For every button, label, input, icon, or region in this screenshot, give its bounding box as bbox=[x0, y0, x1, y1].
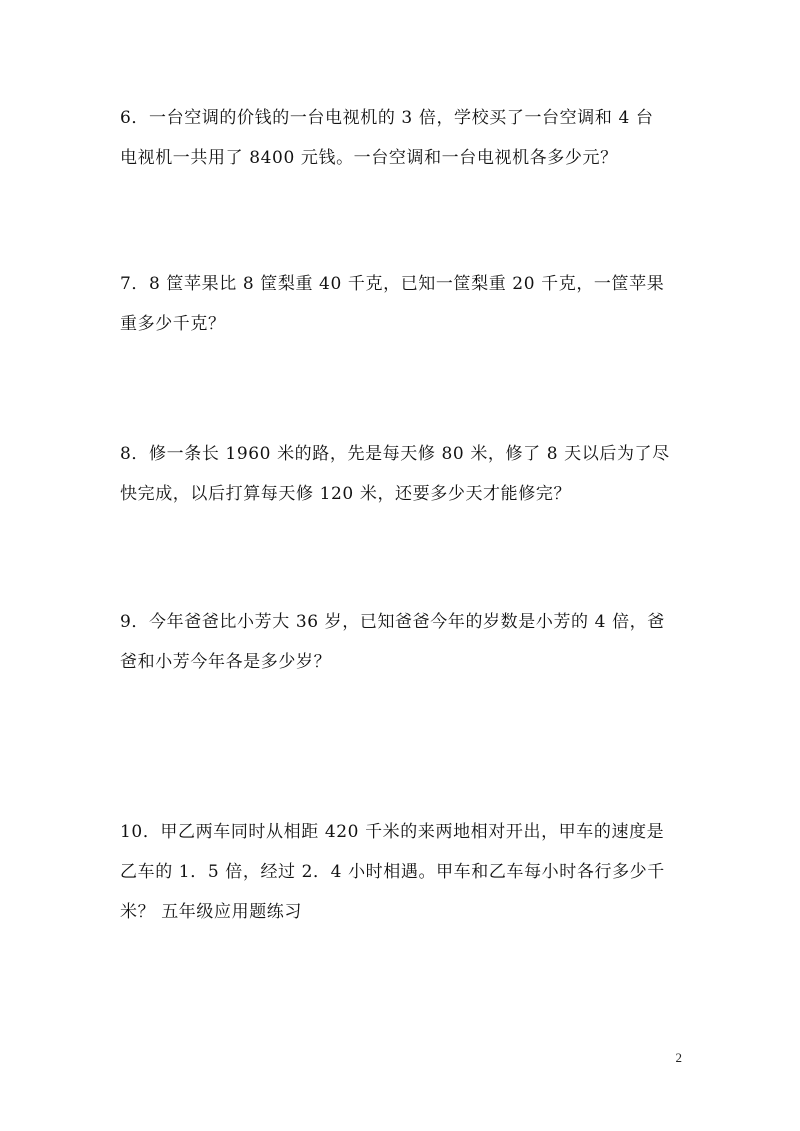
problem-9 bbox=[120, 602, 700, 682]
problem-10 bbox=[120, 812, 700, 932]
problem-8-line-2: 快完成，以后打算每天修 120 米，还要多少天才能修完？ bbox=[120, 484, 572, 504]
problem-7-line-1: 7．8 筐苹果比 8 筐梨重 40 千克，已知一筐梨重 20 千克，一筐苹果 bbox=[120, 274, 665, 294]
problem-9-line-1: 9．今年爸爸比小芳大 36 岁，已知爸爸今年的岁数是小芳的 4 倍，爸 bbox=[120, 612, 665, 632]
problem-10-line-2: 乙车的 1．5 倍，经过 2．4 小时相遇。甲车和乙车每小时各行多少千 bbox=[120, 862, 665, 882]
problem-10-line-3: 米？ 五年级应用题练习 bbox=[120, 902, 303, 922]
problem-6-line-1: 6．一台空调的价钱的一台电视机的 3 倍，学校买了一台空调和 4 台 bbox=[120, 108, 654, 128]
problem-8-line-1: 8．修一条长 1960 米的路，先是每天修 80 米，修了 8 天以后为了尽 bbox=[120, 444, 670, 464]
problem-10-line-1: 10．甲乙两车同时从相距 420 千米的来两地相对开出，甲车的速度是 bbox=[120, 822, 665, 842]
problem-7-line-2: 重多少千克？ bbox=[120, 314, 226, 334]
problem-9-line-2: 爸和小芳今年各是多少岁？ bbox=[120, 652, 332, 672]
problem-8 bbox=[120, 434, 700, 514]
problem-6-line-2: 电视机一共用了 8400 元钱。一台空调和一台电视机各多少元？ bbox=[120, 148, 618, 168]
problem-6 bbox=[120, 98, 700, 178]
problem-7 bbox=[120, 264, 700, 344]
page-number: 2 bbox=[675, 1050, 682, 1065]
